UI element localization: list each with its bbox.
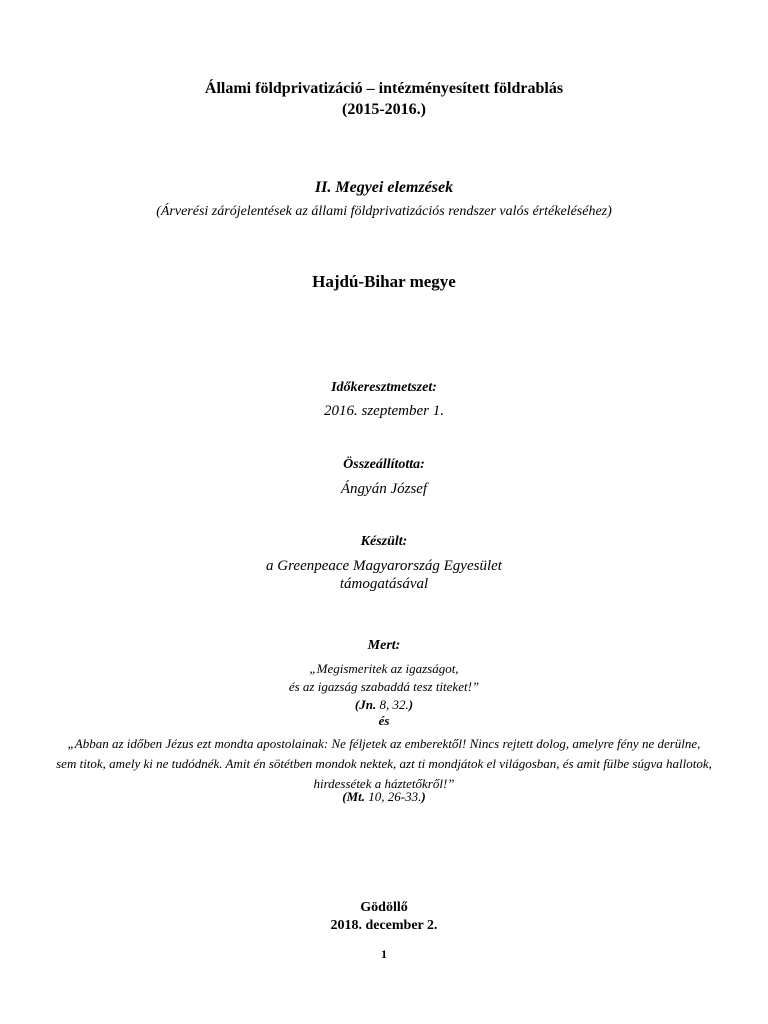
made-value-line1: a Greenpeace Magyarország Egyesület xyxy=(266,558,502,574)
quote1-reference-close: ) xyxy=(408,697,414,712)
quote1-reference-book: (Jn. xyxy=(354,697,377,712)
quote1-reference-numbers: 8, 32. xyxy=(379,697,409,712)
time-section-value: 2016. szeptember 1. xyxy=(324,403,444,419)
quote2-reference-numbers: 10, 26-33. xyxy=(368,789,422,804)
quote1-line1: „Megismeritek az igazságot, xyxy=(309,661,459,676)
section-subtitle: (Árverési zárójelentések az állami földprivatizációs rendszer valós értékeléséhez) xyxy=(156,204,612,219)
time-section-label: Időkeresztmetszet: xyxy=(331,380,437,395)
compiled-by-value: Ángyán József xyxy=(340,481,428,497)
section-title: II. Megyei elemzések xyxy=(314,179,454,196)
quote2-reference-close: ) xyxy=(421,789,426,804)
quote2-reference-book: (Mt. xyxy=(342,789,366,804)
quote1-line2: és az igazság szabaddá tesz titeket!” xyxy=(288,679,480,694)
because-label: Mert: xyxy=(367,638,401,653)
quote2-paragraph: „Abban az időben Jézus ezt mondta apostolainak: Ne féljetek az emberektől! Nincs rejtett dolog, amelyre fény ne derülne, sem titok, amely ki ne tudódnék. Amit én sötétben mondok nektek, azt ti mondjátok el világosban, és amit fülbe súgva hallotok, hirdessétek a háztetőkről!” xyxy=(56,736,712,791)
place: Gödöllő xyxy=(360,900,408,915)
conjunction-and: és xyxy=(378,713,390,728)
county-heading: Hajdú-Bihar megye xyxy=(312,272,456,291)
compiled-by-label: Összeállította: xyxy=(343,457,425,472)
quote1-reference xyxy=(0,698,768,713)
document-title: Állami földprivatizáció – intézményesített földrablás xyxy=(204,80,564,97)
date: 2018. december 2. xyxy=(330,918,438,933)
document-title-period: (2015-2016.) xyxy=(342,101,426,118)
quote2-reference xyxy=(0,790,768,805)
made-label: Készült: xyxy=(360,534,408,549)
made-value-line2: támogatásával xyxy=(339,576,429,592)
page-number: 1 xyxy=(381,947,387,961)
